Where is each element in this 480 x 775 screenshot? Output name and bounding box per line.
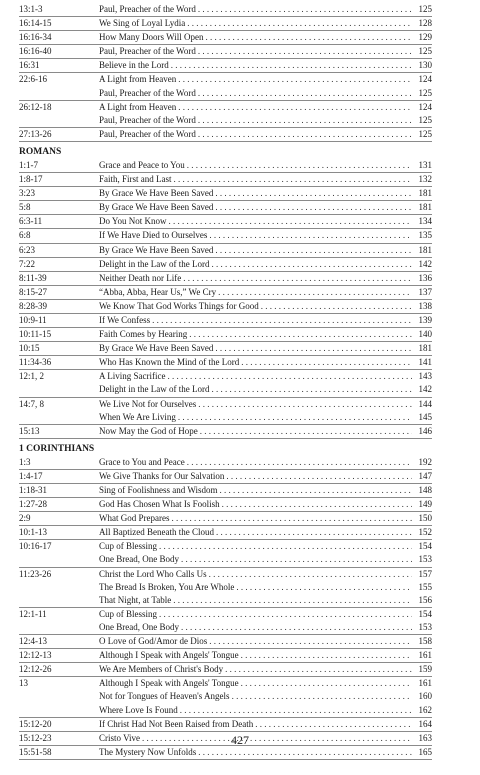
hymn-title: We Sing of Loyal Lydia — [99, 18, 186, 29]
index-entry — [19, 215, 432, 229]
hymn-number: 153 — [418, 621, 432, 632]
index-entry — [19, 314, 432, 328]
index-entry — [19, 690, 432, 703]
scripture-reference: 15:13 — [19, 425, 40, 436]
scripture-reference: 1:1-7 — [19, 159, 38, 170]
index-entry — [19, 411, 432, 425]
dot-leader — [241, 356, 412, 369]
hymn-title: If We Confess — [99, 314, 151, 325]
hymn-title: Who Has Known the Mind of the Lord — [99, 357, 240, 368]
hymn-title: By Grace We Have Been Saved — [99, 343, 214, 354]
dot-leader — [219, 484, 412, 497]
hymn-number: 134 — [418, 216, 432, 227]
index-entry — [19, 470, 432, 484]
hymn-title: We Live Not for Ourselves — [99, 398, 197, 409]
hymn-title: Grace to You and Peace — [99, 456, 185, 467]
hymn-title: A Light from Heaven — [99, 74, 177, 85]
hymn-number: 130 — [418, 60, 432, 71]
dot-leader — [169, 215, 412, 228]
hymn-title: The Mystery Now Unfolds — [99, 746, 197, 757]
dot-leader — [209, 635, 412, 648]
section-heading: ROMANS — [19, 146, 62, 157]
index-section — [19, 3, 432, 142]
index-entry — [19, 59, 432, 73]
scripture-reference: 3:23 — [19, 188, 36, 199]
scripture-index — [19, 3, 432, 760]
scripture-reference: 16:14-15 — [19, 18, 52, 29]
scripture-reference: 10:16-17 — [19, 541, 52, 552]
scripture-reference: 5:8 — [19, 202, 31, 213]
index-section — [19, 443, 432, 760]
scripture-reference: 12:1, 2 — [19, 371, 45, 382]
scripture-reference: 6:8 — [19, 230, 31, 241]
scripture-reference: 10:9-11 — [19, 314, 47, 325]
dot-leader — [225, 663, 412, 676]
hymn-number: 125 — [418, 87, 432, 98]
hymn-title: Do You Not Know — [99, 216, 167, 227]
index-entry — [19, 73, 432, 86]
scripture-reference: 22:6-16 — [19, 74, 47, 85]
index-entry — [19, 159, 432, 173]
index-section — [19, 146, 432, 439]
hymn-number: 181 — [418, 188, 432, 199]
hymn-title: Believe in the Lord — [99, 60, 169, 71]
index-entry — [19, 114, 432, 128]
hymn-number: 141 — [418, 357, 432, 368]
hymn-number: 165 — [418, 746, 432, 757]
hymn-title: Cristo Vive — [99, 732, 141, 743]
hymn-title: Cup of Blessing — [99, 608, 158, 619]
hymn-number: 164 — [418, 718, 432, 729]
dot-leader — [211, 383, 412, 396]
index-entry — [19, 328, 432, 342]
hymn-number: 181 — [418, 202, 432, 213]
scripture-reference: 26:12-18 — [19, 101, 52, 112]
dot-leader — [189, 328, 412, 341]
hymn-number: 154 — [418, 608, 432, 619]
hymn-number: 149 — [418, 499, 432, 510]
index-entry — [19, 286, 432, 300]
index-entry — [19, 17, 432, 31]
hymn-number: 150 — [418, 513, 432, 524]
hymn-title: God Has Chosen What Is Foolish — [99, 499, 220, 510]
scripture-reference: 1:27-28 — [19, 499, 47, 510]
index-entry — [19, 128, 432, 142]
hymn-title: Christ the Lord Who Calls Us — [99, 568, 207, 579]
dot-leader — [209, 229, 412, 242]
index-entry — [19, 718, 432, 732]
hymn-title: By Grace We Have Been Saved — [99, 188, 214, 199]
hymn-number: 147 — [418, 470, 432, 481]
hymn-number: 142 — [418, 258, 432, 269]
dot-leader — [215, 187, 412, 200]
hymn-number: 128 — [418, 18, 432, 29]
dot-leader — [211, 258, 412, 271]
dot-leader — [241, 677, 412, 690]
hymn-number: 132 — [418, 174, 432, 185]
scripture-reference: 13 — [19, 678, 28, 689]
hymn-number: 144 — [418, 398, 432, 409]
hymn-title: What God Prepares — [99, 513, 170, 524]
scripture-reference: 13:1-3 — [19, 4, 43, 14]
hymn-title: A Living Sacrifice — [99, 371, 166, 382]
index-entry — [19, 512, 432, 526]
dot-leader — [218, 286, 412, 299]
dot-leader — [198, 128, 412, 141]
scripture-reference: 6:3-11 — [19, 216, 43, 227]
hymn-number: 161 — [418, 678, 432, 689]
hymn-title: Faith, First and Last — [99, 174, 172, 185]
scripture-reference: 7:22 — [19, 258, 36, 269]
scripture-reference: 6:23 — [19, 244, 36, 255]
scripture-reference: 1:8-17 — [19, 174, 43, 185]
dot-leader — [174, 173, 413, 186]
scripture-reference: 1:4-17 — [19, 470, 43, 481]
hymn-number: 138 — [418, 300, 432, 311]
section-heading: 1 CORINTHIANS — [19, 443, 95, 454]
hymn-number: 181 — [418, 343, 432, 354]
hymn-title: Neither Death nor Life — [99, 272, 182, 283]
dot-leader — [198, 114, 412, 127]
hymn-number: 136 — [418, 272, 432, 283]
hymn-title: By Grace We Have Been Saved — [99, 202, 214, 213]
hymn-number: 152 — [418, 527, 432, 538]
hymn-title: That Night, at Table — [99, 594, 172, 605]
index-entry — [19, 621, 432, 635]
index-entry — [19, 3, 432, 17]
hymn-number: 146 — [418, 425, 432, 436]
dot-leader — [198, 87, 412, 100]
hymn-number: 143 — [418, 371, 432, 382]
hymn-number: 181 — [418, 244, 432, 255]
dot-leader — [215, 201, 412, 214]
hymn-title: Cup of Blessing — [99, 541, 158, 552]
hymn-number: 135 — [418, 230, 432, 241]
index-entry — [19, 229, 432, 243]
dot-leader — [215, 342, 412, 355]
hymn-number: 139 — [418, 314, 432, 325]
scripture-reference: 12:4-13 — [19, 636, 47, 647]
scripture-reference: 2:9 — [19, 513, 31, 524]
dot-leader — [232, 690, 412, 703]
hymn-number: 145 — [418, 411, 432, 422]
hymn-title: We Know That God Works Things for Good — [99, 300, 259, 311]
scripture-reference: 27:13-26 — [19, 128, 52, 139]
dot-leader — [205, 31, 412, 44]
hymn-number: 148 — [418, 485, 432, 495]
hymn-number: 142 — [418, 384, 432, 395]
scripture-reference: 10:15 — [19, 343, 40, 354]
hymn-number: 137 — [418, 286, 432, 297]
scripture-reference: 8:11-39 — [19, 272, 47, 283]
hymn-title: Paul, Preacher of the Word — [99, 114, 196, 125]
dot-leader — [236, 581, 412, 594]
dot-leader — [159, 540, 412, 553]
scripture-reference: 8:15-27 — [19, 286, 47, 297]
index-entry — [19, 553, 432, 567]
page-number: 427 — [231, 733, 249, 747]
dot-leader — [215, 244, 412, 257]
hymn-number: 125 — [418, 128, 432, 139]
dot-leader — [180, 704, 412, 717]
hymn-title: Not for Tongues of Heaven's Angels — [99, 691, 230, 702]
scripture-reference: 11:34-36 — [19, 357, 52, 368]
hymn-number: 157 — [418, 568, 432, 579]
hymn-number: 163 — [418, 732, 432, 743]
dot-leader — [178, 73, 412, 86]
hymn-title: When We Are Living — [99, 411, 176, 422]
index-entry — [19, 370, 432, 383]
hymn-title: Grace and Peace to You — [99, 159, 185, 170]
index-entry — [19, 300, 432, 314]
hymn-title: Paul, Preacher of the Word — [99, 87, 196, 98]
index-entry — [19, 704, 432, 718]
index-entry — [19, 425, 432, 439]
dot-leader — [171, 59, 412, 72]
hymn-title: We Are Members of Christ's Body — [99, 664, 224, 675]
hymn-number: 153 — [418, 554, 432, 565]
hymn-title: Delight in the Law of the Lord — [99, 384, 210, 395]
index-entry — [19, 677, 432, 690]
hymn-number: 124 — [418, 101, 432, 112]
hymn-number: 160 — [418, 691, 432, 702]
hymn-title: By Grace We Have Been Saved — [99, 244, 214, 255]
hymn-number: 156 — [418, 594, 432, 605]
hymn-number: 124 — [418, 74, 432, 85]
scripture-reference: 1:3 — [19, 456, 31, 467]
index-entry — [19, 356, 432, 370]
hymn-number: 140 — [418, 329, 432, 340]
index-entry — [19, 201, 432, 215]
dot-leader — [198, 3, 412, 16]
dot-leader — [187, 159, 412, 172]
hymn-number: 161 — [418, 650, 432, 661]
hymn-number: 192 — [418, 456, 432, 467]
index-entry — [19, 649, 432, 663]
hymn-number: 125 — [418, 4, 432, 14]
index-entry — [19, 187, 432, 201]
hymn-number: 125 — [418, 114, 432, 125]
dot-leader — [167, 370, 412, 383]
scripture-reference: 16:16-40 — [19, 46, 52, 57]
dot-leader — [200, 425, 412, 438]
hymn-number: 162 — [418, 704, 432, 715]
hymn-number: 155 — [418, 581, 432, 592]
index-entry — [19, 526, 432, 540]
index-entry — [19, 568, 432, 581]
scripture-reference: 15:51-58 — [19, 746, 52, 757]
index-entry — [19, 540, 432, 553]
scripture-reference: 10:11-15 — [19, 329, 52, 340]
dot-leader — [216, 526, 412, 539]
scripture-reference: 12:1-11 — [19, 608, 47, 619]
index-entry — [19, 608, 432, 621]
hymn-title: A Light from Heaven — [99, 101, 177, 112]
dot-leader — [222, 498, 412, 511]
scripture-reference: 15:12-20 — [19, 718, 52, 729]
scripture-reference: 12:12-13 — [19, 650, 52, 661]
index-entry — [19, 581, 432, 594]
index-entry — [19, 45, 432, 59]
scripture-reference: 14:7, 8 — [19, 398, 45, 409]
index-entry — [19, 258, 432, 272]
hymn-number: 158 — [418, 636, 432, 647]
hymn-title: One Bread, One Body — [99, 554, 179, 565]
index-entry — [19, 635, 432, 649]
scripture-reference: 8:28-39 — [19, 300, 47, 311]
scripture-reference: 16:16-34 — [19, 32, 52, 43]
hymn-title: Sing of Foolishness and Wisdom — [99, 485, 218, 495]
index-entry — [19, 398, 432, 411]
dot-leader — [187, 17, 412, 30]
index-entry — [19, 173, 432, 187]
hymn-number: 131 — [418, 159, 432, 170]
dot-leader — [173, 594, 412, 607]
dot-leader — [198, 45, 412, 58]
index-entry — [19, 244, 432, 258]
dot-leader — [178, 411, 412, 424]
index-entry — [19, 663, 432, 677]
hymn-title: All Baptized Beneath the Cloud — [99, 527, 214, 538]
dot-leader — [171, 512, 412, 525]
index-entry — [19, 456, 432, 470]
hymn-title: Although I Speak with Angels' Tongue — [99, 678, 239, 689]
scripture-reference: 16:31 — [19, 60, 40, 71]
hymn-title: Where Love Is Found — [99, 704, 178, 715]
hymn-title: O Love of God/Amor de Dios — [99, 636, 208, 647]
scripture-reference: 1:18-31 — [19, 485, 47, 495]
dot-leader — [241, 649, 412, 662]
dot-leader — [209, 568, 412, 581]
hymn-title: How Many Doors Will Open — [99, 32, 204, 43]
index-entry — [19, 484, 432, 498]
index-entry — [19, 594, 432, 608]
dot-leader — [152, 314, 412, 327]
hymn-number: 129 — [418, 32, 432, 43]
dot-leader — [226, 470, 412, 483]
hymn-title: One Bread, One Body — [99, 621, 179, 632]
hymn-title: We Give Thanks for Our Salvation — [99, 470, 225, 481]
hymn-title: Now May the God of Hope — [99, 425, 198, 436]
scripture-reference: 15:12-23 — [19, 732, 52, 743]
index-entry — [19, 101, 432, 114]
hymn-title: Although I Speak with Angels' Tongue — [99, 650, 239, 661]
dot-leader — [159, 608, 412, 621]
hymn-title: Paul, Preacher of the Word — [99, 4, 196, 14]
hymn-number: 154 — [418, 541, 432, 552]
index-entry — [19, 31, 432, 45]
hymn-title: If We Have Died to Ourselves — [99, 230, 208, 241]
hymn-title: The Bread Is Broken, You Are Whole — [99, 581, 235, 592]
scripture-reference: 10:1-13 — [19, 527, 47, 538]
hymn-title: Paul, Preacher of the Word — [99, 46, 196, 57]
scripture-reference: 12:12-26 — [19, 664, 52, 675]
index-entry — [19, 342, 432, 356]
index-entry — [19, 272, 432, 286]
dot-leader — [255, 718, 412, 731]
hymn-title: If Christ Had Not Been Raised from Death — [99, 718, 254, 729]
dot-leader — [187, 456, 412, 469]
hymn-title: Paul, Preacher of the Word — [99, 128, 196, 139]
index-entry — [19, 87, 432, 101]
hymn-number: 125 — [418, 46, 432, 57]
dot-leader — [183, 272, 412, 285]
hymn-title: Delight in the Law of the Lord — [99, 258, 210, 269]
hymn-title: Faith Comes by Hearing — [99, 329, 188, 340]
dot-leader — [181, 553, 412, 566]
dot-leader — [261, 300, 412, 313]
dot-leader — [178, 101, 412, 114]
dot-leader — [181, 621, 412, 634]
index-entry — [19, 383, 432, 397]
dot-leader — [198, 398, 412, 411]
hymn-number: 159 — [418, 664, 432, 675]
scripture-reference: 11:23-26 — [19, 568, 52, 579]
index-entry — [19, 498, 432, 512]
hymn-title: “Abba, Abba, Hear Us,” We Cry — [99, 286, 217, 297]
